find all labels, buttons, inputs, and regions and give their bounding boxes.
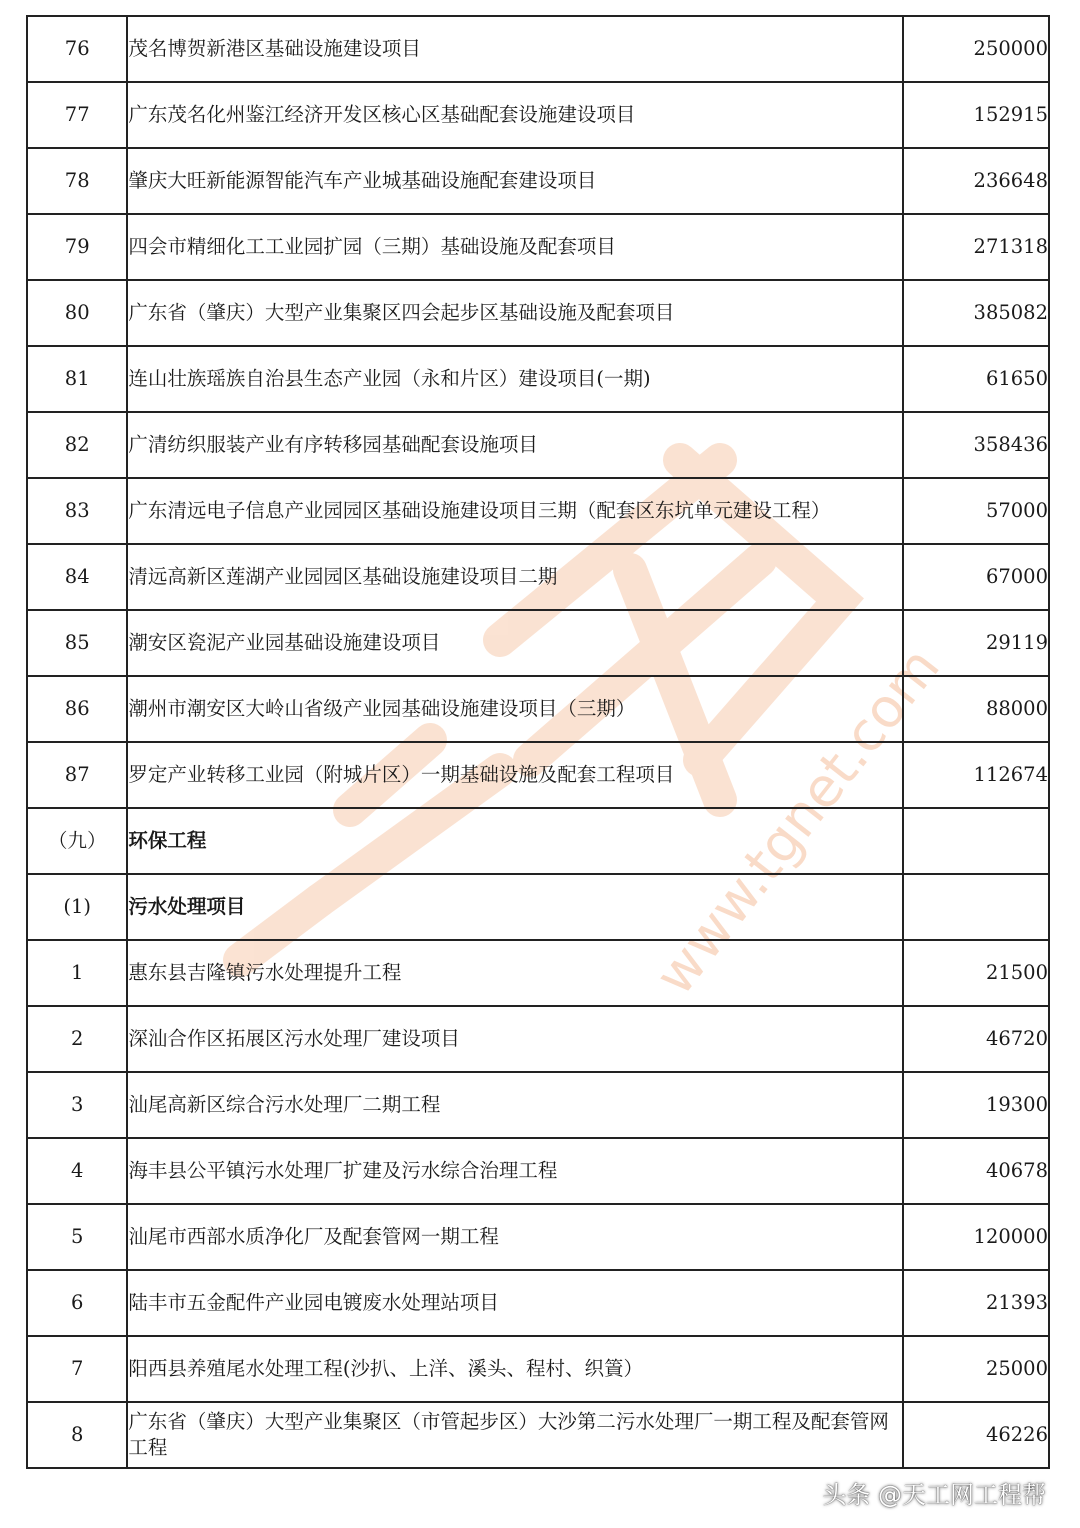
table-row [27, 346, 1049, 412]
row-number: 3 [27, 1072, 127, 1138]
investment-amount: 271318 [903, 214, 1049, 280]
row-number: 83 [27, 478, 127, 544]
row-number: 2 [27, 1006, 127, 1072]
investment-amount [903, 874, 1049, 940]
row-number: 6 [27, 1270, 127, 1336]
investment-amount: 358436 [903, 412, 1049, 478]
table-row [27, 1138, 1049, 1204]
project-name: 四会市精细化工工业园扩园（三期）基础设施及配套项目 [127, 214, 903, 280]
project-name: 肇庆大旺新能源智能汽车产业城基础设施配套建设项目 [127, 148, 903, 214]
table-row [27, 1336, 1049, 1402]
row-number: 76 [27, 16, 127, 82]
row-number: 80 [27, 280, 127, 346]
project-name: 广东茂名化州鉴江经济开发区核心区基础配套设施建设项目 [127, 82, 903, 148]
row-number: 1 [27, 940, 127, 1006]
project-name: 汕尾高新区综合污水处理厂二期工程 [127, 1072, 903, 1138]
table-row [27, 478, 1049, 544]
investment-amount: 25000 [903, 1336, 1049, 1402]
project-name: 污水处理项目 [127, 874, 903, 940]
project-name: 深汕合作区拓展区污水处理厂建设项目 [127, 1006, 903, 1072]
table-row [27, 610, 1049, 676]
row-number: 86 [27, 676, 127, 742]
project-name: 潮安区瓷泥产业园基础设施建设项目 [127, 610, 903, 676]
project-name: 惠东县吉隆镇污水处理提升工程 [127, 940, 903, 1006]
row-number: （九） [27, 808, 127, 874]
investment-amount: 21393 [903, 1270, 1049, 1336]
row-number: (1) [27, 874, 127, 940]
row-number: 77 [27, 82, 127, 148]
project-name: 广清纺织服装产业有序转移园基础配套设施项目 [127, 412, 903, 478]
investment-amount: 21500 [903, 940, 1049, 1006]
project-name: 汕尾市西部水质净化厂及配套管网一期工程 [127, 1204, 903, 1270]
row-number: 84 [27, 544, 127, 610]
row-number: 7 [27, 1336, 127, 1402]
row-number: 4 [27, 1138, 127, 1204]
row-number: 81 [27, 346, 127, 412]
table-row [27, 808, 1049, 874]
table-row [27, 148, 1049, 214]
project-name: 连山壮族瑶族自治县生态产业园（永和片区）建设项目(一期) [127, 346, 903, 412]
table-row [27, 544, 1049, 610]
investment-amount: 120000 [903, 1204, 1049, 1270]
project-name: 茂名博贺新港区基础设施建设项目 [127, 16, 903, 82]
investment-amount: 112674 [903, 742, 1049, 808]
row-number: 79 [27, 214, 127, 280]
investment-amount: 152915 [903, 82, 1049, 148]
project-name: 罗定产业转移工业园（附城片区）一期基础设施及配套工程项目 [127, 742, 903, 808]
watermark-site-text: www.tgnet.com [642, 635, 952, 1007]
table-row [27, 742, 1049, 808]
source-credit: 头条 @天工网工程帮 [814, 1473, 1054, 1512]
row-number: 8 [27, 1402, 127, 1468]
project-table [26, 15, 1050, 1469]
investment-amount: 385082 [903, 280, 1049, 346]
table-row [27, 16, 1049, 82]
investment-amount: 236648 [903, 148, 1049, 214]
row-number: 5 [27, 1204, 127, 1270]
project-name: 潮州市潮安区大岭山省级产业园基础设施建设项目（三期） [127, 676, 903, 742]
row-number: 87 [27, 742, 127, 808]
table-row [27, 940, 1049, 1006]
project-name: 广东清远电子信息产业园园区基础设施建设项目三期（配套区东坑单元建设工程） [127, 478, 903, 544]
investment-amount: 40678 [903, 1138, 1049, 1204]
table-row [27, 82, 1049, 148]
investment-amount: 61650 [903, 346, 1049, 412]
table-row [27, 1402, 1049, 1468]
table-row [27, 676, 1049, 742]
project-name: 广东省（肇庆）大型产业集聚区四会起步区基础设施及配套项目 [127, 280, 903, 346]
project-name: 阳西县养殖尾水处理工程(沙扒、上洋、溪头、程村、织篢） [127, 1336, 903, 1402]
investment-amount: 46720 [903, 1006, 1049, 1072]
investment-amount: 67000 [903, 544, 1049, 610]
project-name: 广东省（肇庆）大型产业集聚区（市管起步区）大沙第二污水处理厂一期工程及配套管网工程 [127, 1402, 903, 1468]
project-name: 清远高新区莲湖产业园园区基础设施建设项目二期 [127, 544, 903, 610]
row-number: 85 [27, 610, 127, 676]
table-row [27, 1204, 1049, 1270]
project-name: 陆丰市五金配件产业园电镀废水处理站项目 [127, 1270, 903, 1336]
table-row [27, 214, 1049, 280]
project-name: 环保工程 [127, 808, 903, 874]
investment-amount: 88000 [903, 676, 1049, 742]
investment-amount: 57000 [903, 478, 1049, 544]
row-number: 82 [27, 412, 127, 478]
investment-amount: 29119 [903, 610, 1049, 676]
table-row [27, 280, 1049, 346]
investment-amount: 250000 [903, 16, 1049, 82]
table-row [27, 412, 1049, 478]
investment-amount [903, 808, 1049, 874]
investment-amount: 46226 [903, 1402, 1049, 1468]
table-row [27, 1072, 1049, 1138]
table-row [27, 1270, 1049, 1336]
project-name: 海丰县公平镇污水处理厂扩建及污水综合治理工程 [127, 1138, 903, 1204]
table-row [27, 1006, 1049, 1072]
table-row [27, 874, 1049, 940]
investment-amount: 19300 [903, 1072, 1049, 1138]
row-number: 78 [27, 148, 127, 214]
